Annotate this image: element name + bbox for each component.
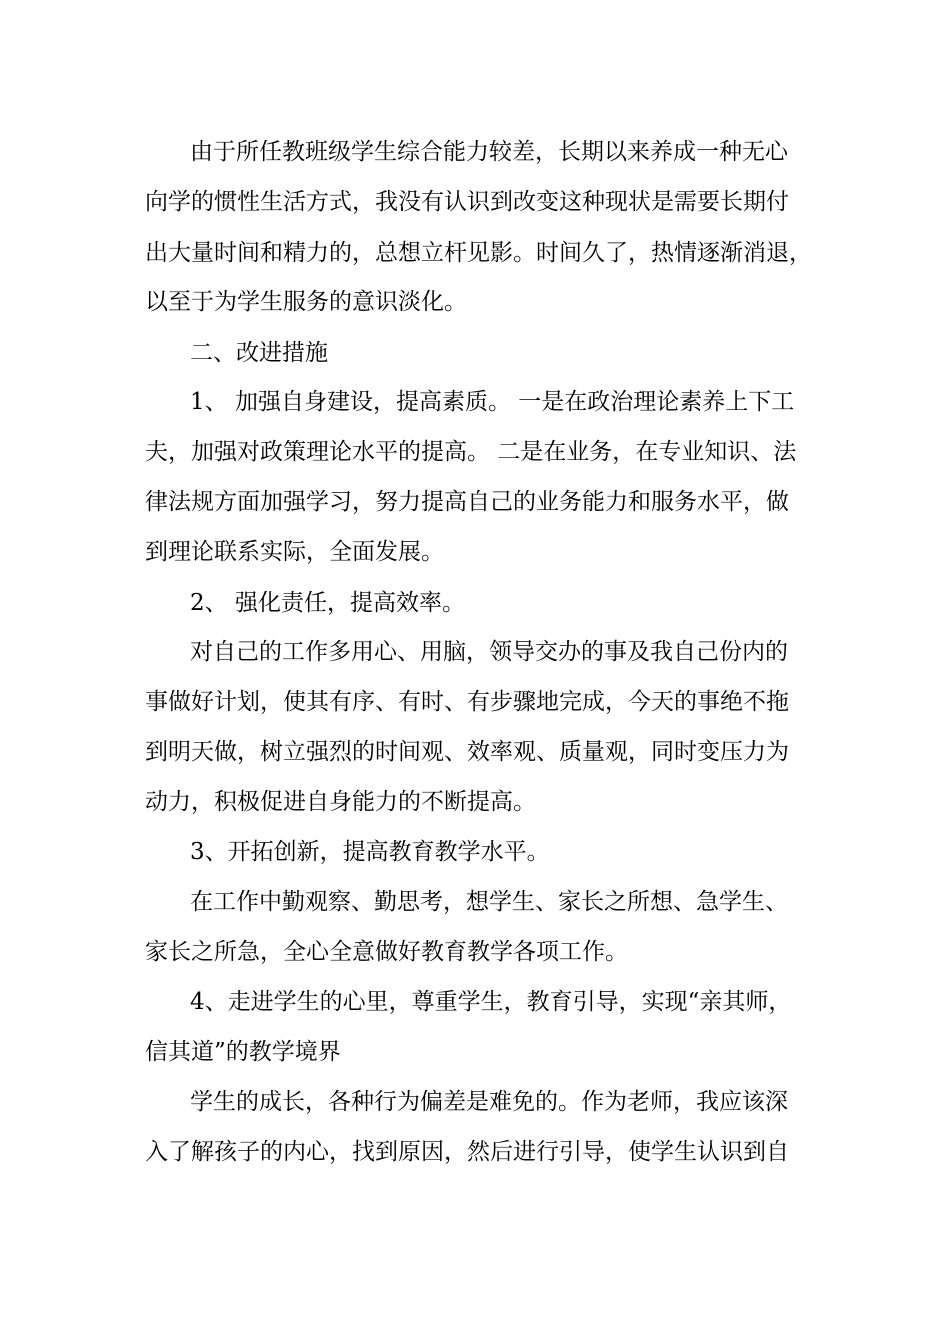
paragraph-line: 由于所任教班级学生综合能力较差，长期以来养成一种无心 [190, 139, 788, 165]
paragraph-line: 出大量时间和精力的，总想立杆见影。时间久了，热情逐渐消退， [145, 240, 812, 266]
paragraph-line: 信其道”的教学境界 [145, 1039, 341, 1065]
paragraph-line: 对自己的工作多用心、用脑，领导交办的事及我自己份内的 [190, 639, 788, 665]
paragraph-line: 向学的惯性生活方式，我没有认识到改变这种现状是需要长期付 [145, 189, 789, 215]
paragraph-line: 4、走进学生的心里，尊重学生，教育引导，实现“亲其师， [190, 989, 792, 1015]
paragraph-line: 到理论联系实际，全面发展。 [145, 539, 444, 565]
paragraph-line: 事做好计划，使其有序、有时、有步骤地完成，今天的事绝不拖 [145, 689, 789, 715]
paragraph-line: 到明天做，树立强烈的时间观、效率观、质量观，同时变压力为 [145, 739, 789, 765]
paragraph-line: 学生的成长，各种行为偏差是难免的。作为老师，我应该深 [190, 1089, 788, 1115]
paragraph-line: 2、 强化责任，提高效率。 [190, 590, 465, 616]
paragraph-line: 动力，积极促进自身能力的不断提高。 [145, 789, 536, 815]
paragraph-line: 入了解孩子的内心，找到原因，然后进行引导，使学生认识到自 [145, 1139, 789, 1165]
section-heading: 二、改进措施 [190, 340, 328, 366]
paragraph-line: 1、 加强自身建设，提高素质。 一是在政治理论素养上下工 [190, 389, 795, 415]
paragraph-line: 律法规方面加强学习，努力提高自己的业务能力和服务水平，做 [145, 489, 789, 515]
paragraph-line: 夫，加强对政策理论水平的提高。 二是在业务，在专业知识、法 [145, 439, 797, 465]
paragraph-line: 3、开拓创新，提高教育教学水平。 [190, 839, 550, 865]
paragraph-line: 家长之所急，全心全意做好教育教学各项工作。 [145, 939, 628, 965]
paragraph-line: 以至于为学生服务的意识淡化。 [145, 289, 467, 315]
paragraph-line: 在工作中勤观察、勤思考，想学生、家长之所想、急学生、 [190, 889, 788, 915]
